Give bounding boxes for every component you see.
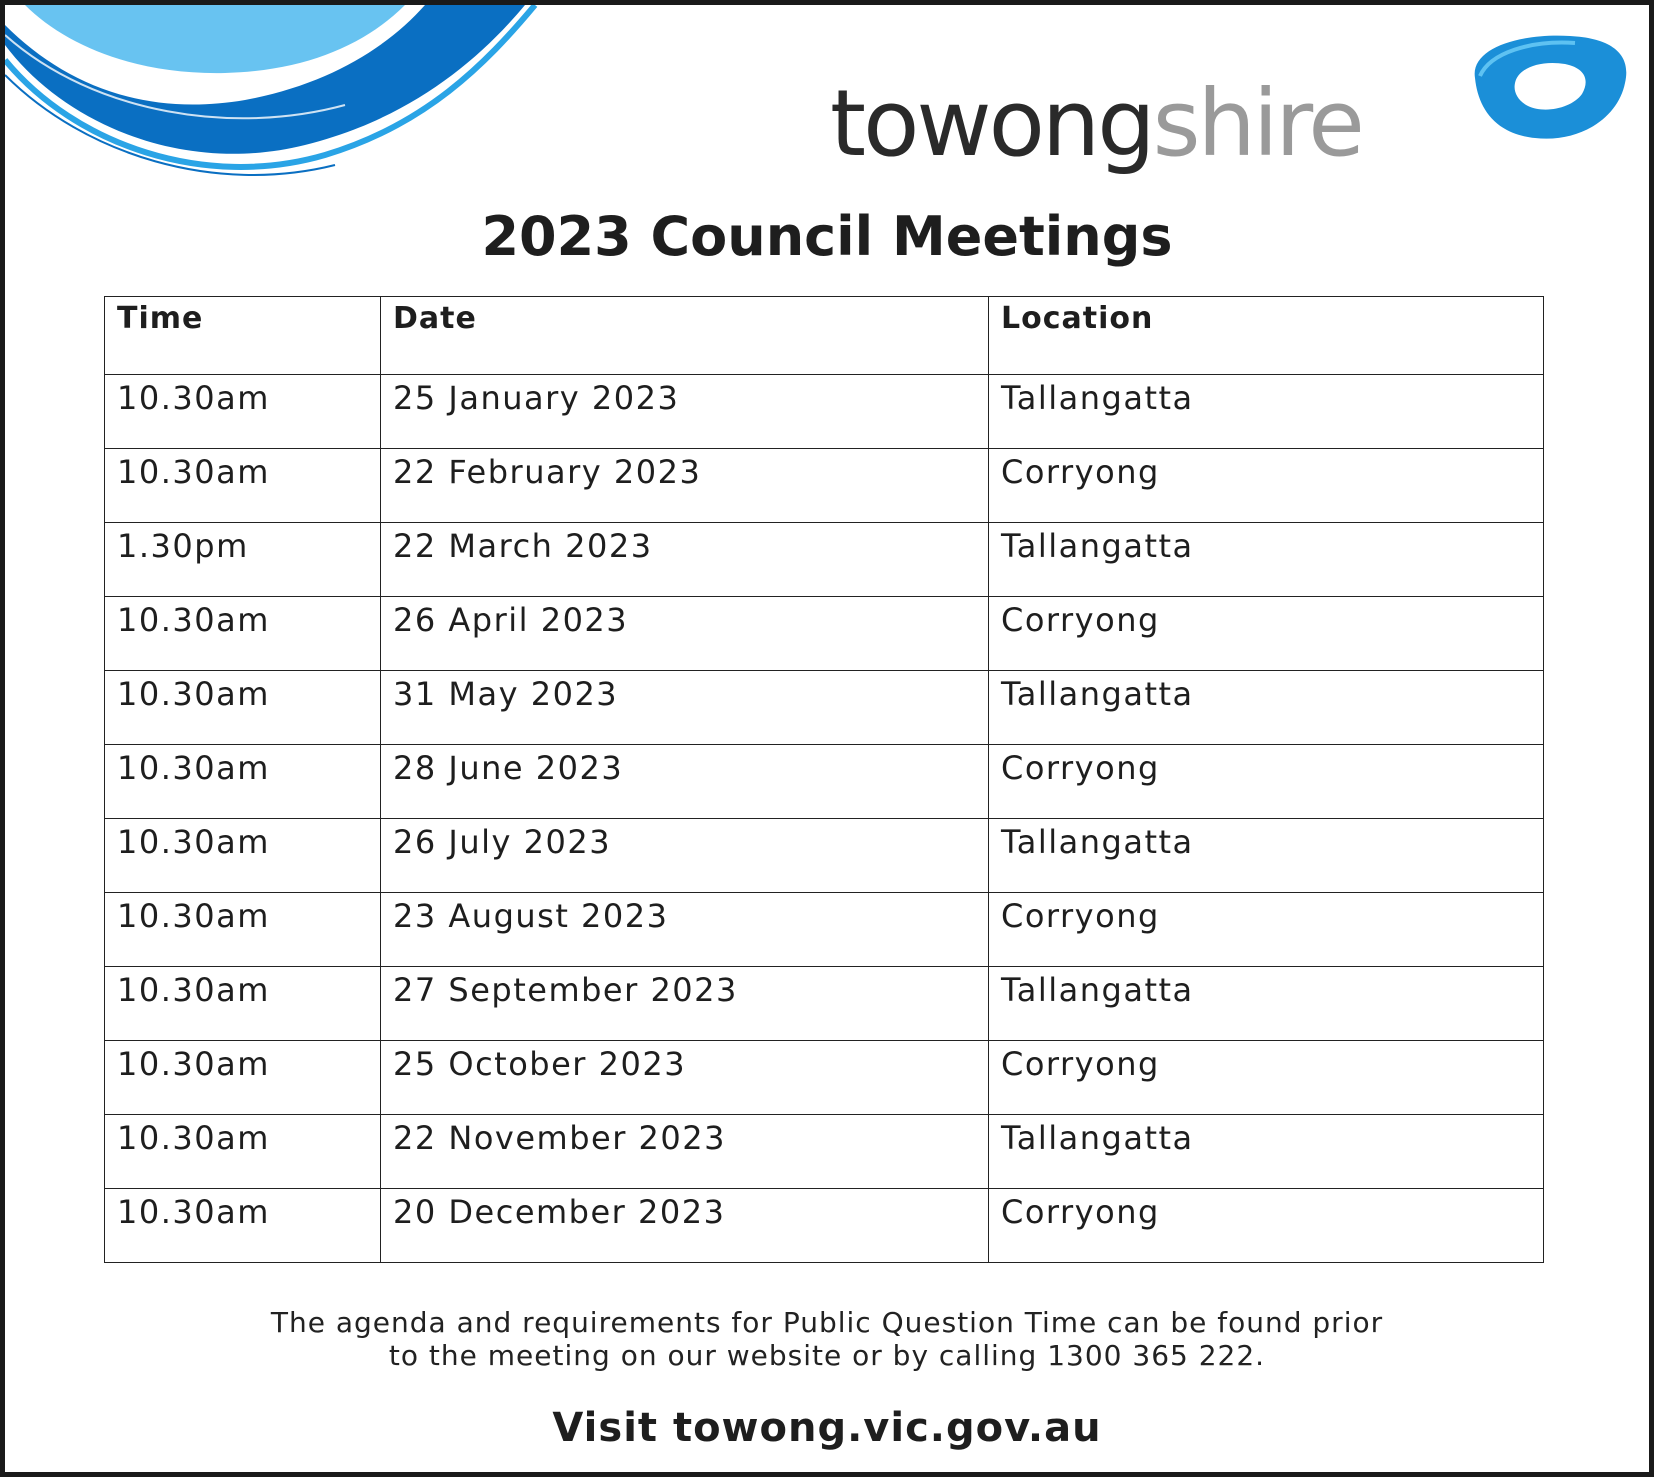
time-cell: 10.30am (105, 893, 381, 967)
column-header-date: Date (381, 297, 989, 375)
table-row (105, 449, 1544, 523)
location-cell: Tallangatta (989, 1115, 1544, 1189)
time-cell: 10.30am (105, 819, 381, 893)
blue-swoosh-graphic (5, 5, 545, 195)
date-cell: 20 December 2023 (381, 1189, 989, 1263)
time-cell: 1.30pm (105, 523, 381, 597)
logo-text-shire: shire (1152, 70, 1362, 177)
towong-shire-logo (830, 58, 1630, 188)
location-cell: Tallangatta (989, 819, 1544, 893)
table-row (105, 745, 1544, 819)
location-cell: Corryong (989, 893, 1544, 967)
logo-text-towong: towong (830, 70, 1153, 177)
logo-wordmark (830, 70, 1362, 177)
location-cell: Tallangatta (989, 671, 1544, 745)
date-cell: 31 May 2023 (381, 671, 989, 745)
time-cell: 10.30am (105, 1189, 381, 1263)
page-title: 2023 Council Meetings (481, 205, 1173, 268)
time-cell: 10.30am (105, 375, 381, 449)
table-row (105, 523, 1544, 597)
time-cell: 10.30am (105, 597, 381, 671)
location-cell: Corryong (989, 597, 1544, 671)
location-cell: Corryong (989, 745, 1544, 819)
time-cell: 10.30am (105, 745, 381, 819)
location-cell: Corryong (989, 1189, 1544, 1263)
location-cell: Tallangatta (989, 375, 1544, 449)
table-row (105, 1115, 1544, 1189)
date-cell: 22 February 2023 (381, 449, 989, 523)
location-cell: Tallangatta (989, 523, 1544, 597)
location-cell: Corryong (989, 449, 1544, 523)
website-link[interactable]: Visit towong.vic.gov.au (552, 1405, 1102, 1451)
column-header-time: Time (105, 297, 381, 375)
date-cell: 25 January 2023 (381, 375, 989, 449)
column-header-location: Location (989, 297, 1544, 375)
public-question-time-note (0, 1306, 1654, 1372)
location-cell: Corryong (989, 1041, 1544, 1115)
time-cell: 10.30am (105, 449, 381, 523)
date-cell: 22 November 2023 (381, 1115, 989, 1189)
note-line-2: to the meeting on our website or by calling 1300 365 222. (388, 1339, 1266, 1372)
table-row (105, 375, 1544, 449)
time-cell: 10.30am (105, 1115, 381, 1189)
table-row (105, 1189, 1544, 1263)
time-cell: 10.30am (105, 671, 381, 745)
table-row (105, 597, 1544, 671)
date-cell: 26 April 2023 (381, 597, 989, 671)
table-row (105, 819, 1544, 893)
meeting-schedule-table (104, 296, 1544, 1263)
date-cell: 27 September 2023 (381, 967, 989, 1041)
table-row (105, 967, 1544, 1041)
date-cell: 22 March 2023 (381, 523, 989, 597)
table-row (105, 671, 1544, 745)
date-cell: 28 June 2023 (381, 745, 989, 819)
location-cell: Tallangatta (989, 967, 1544, 1041)
table-row (105, 893, 1544, 967)
time-cell: 10.30am (105, 967, 381, 1041)
logo-ring-icon (1460, 28, 1635, 148)
date-cell: 25 October 2023 (381, 1041, 989, 1115)
time-cell: 10.30am (105, 1041, 381, 1115)
date-cell: 26 July 2023 (381, 819, 989, 893)
table-row (105, 1041, 1544, 1115)
table-header-row (105, 297, 1544, 375)
note-line-1: The agenda and requirements for Public Question Time can be found prior (270, 1306, 1384, 1339)
date-cell: 23 August 2023 (381, 893, 989, 967)
